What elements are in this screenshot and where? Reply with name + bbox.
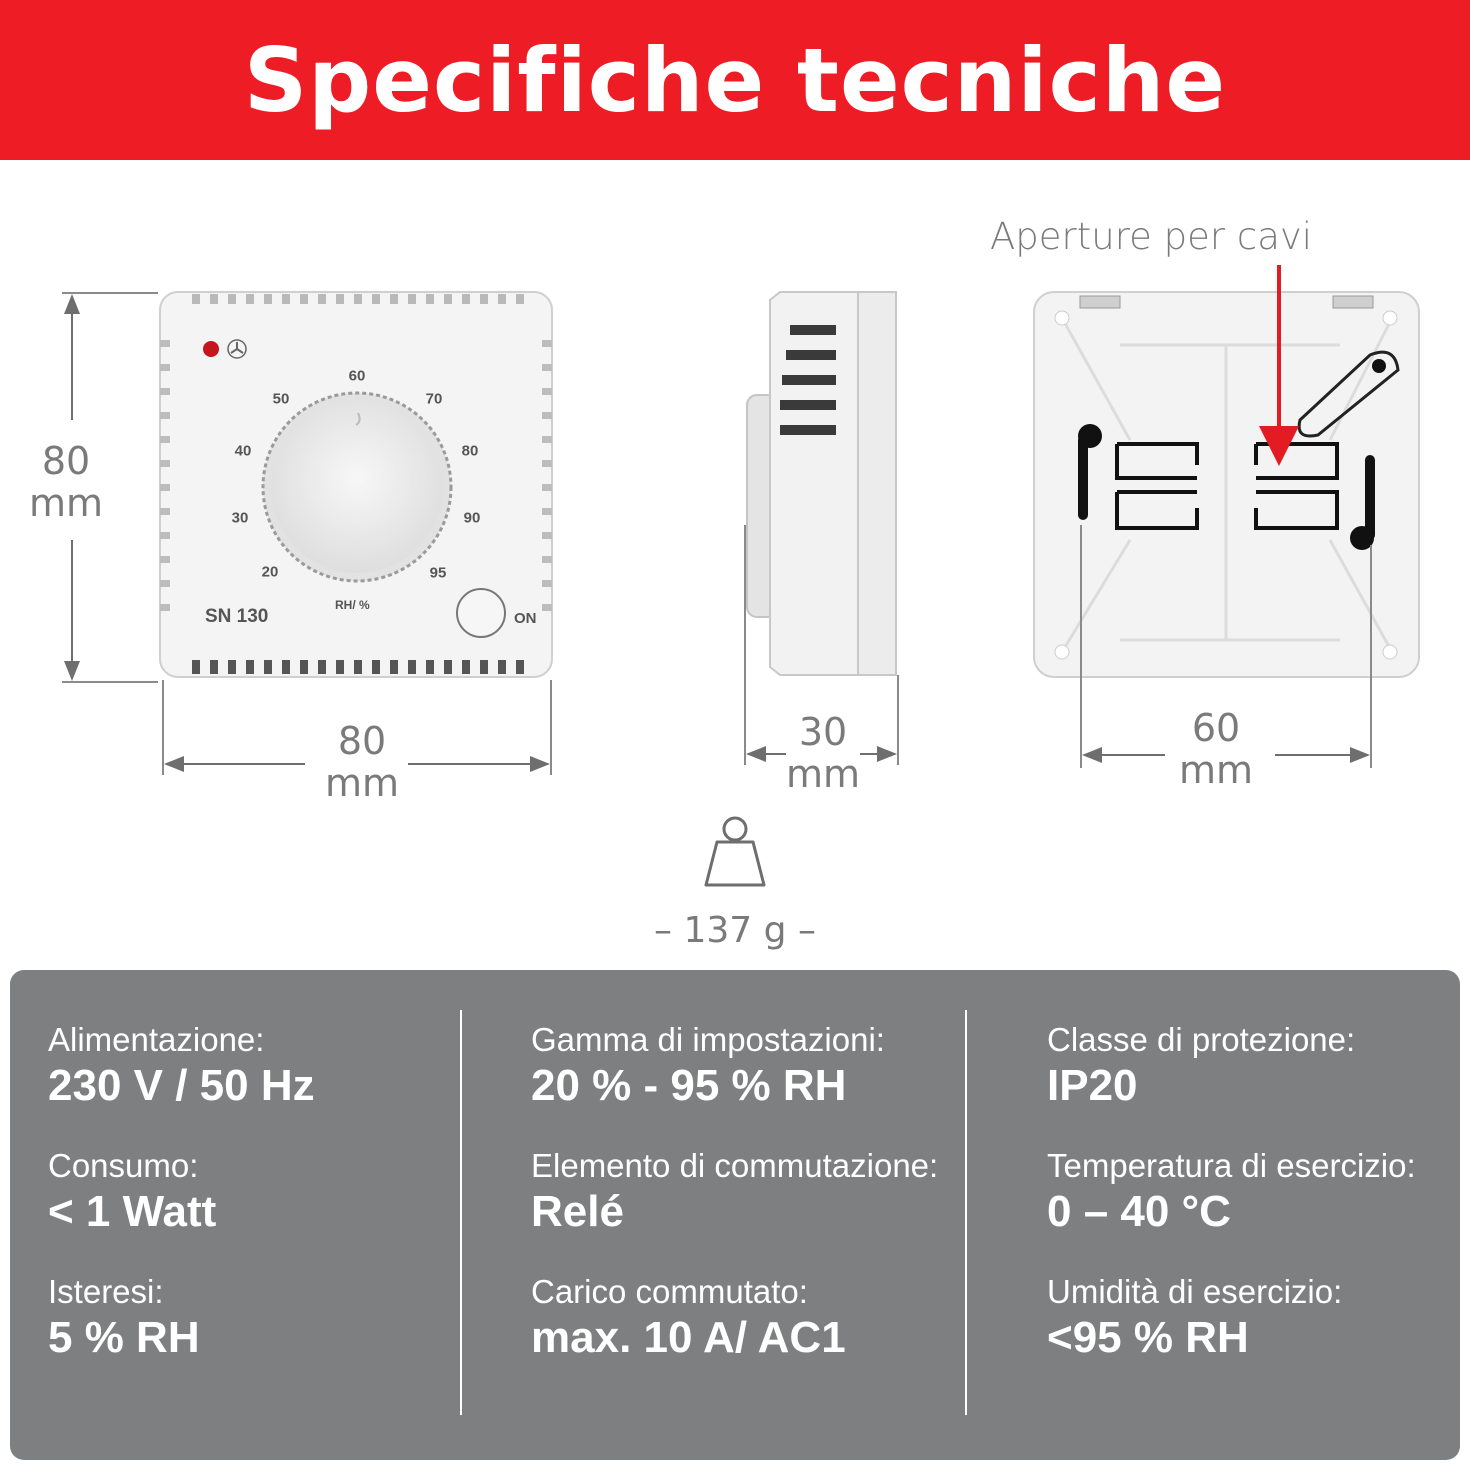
height-value: 80 bbox=[41, 439, 91, 483]
cable-openings-label: Aperture per cavi bbox=[990, 215, 1313, 258]
back-width-dimension bbox=[1161, 707, 1271, 791]
spec-value: 0 – 40 °C bbox=[1047, 1187, 1231, 1236]
spec-value: 20 % - 95 % RH bbox=[531, 1061, 847, 1110]
back-width-value: 60 bbox=[1191, 706, 1241, 750]
spec-label: Isteresi: bbox=[48, 1273, 164, 1310]
spec-item bbox=[48, 1272, 315, 1364]
spec-label: Elemento di commutazione: bbox=[531, 1147, 939, 1184]
spec-item bbox=[1047, 1020, 1416, 1112]
dial-scale-label: 40 bbox=[234, 442, 252, 460]
dial-scale-label: 70 bbox=[425, 390, 443, 408]
spec-item bbox=[48, 1020, 315, 1112]
depth-value: 30 bbox=[798, 710, 848, 754]
front-width-dimension bbox=[307, 720, 417, 804]
spec-label: Classe di protezione: bbox=[1047, 1021, 1356, 1058]
spec-value: IP20 bbox=[1047, 1061, 1138, 1110]
spec-label: Gamma di impostazioni: bbox=[531, 1021, 885, 1058]
spec-item bbox=[48, 1146, 315, 1238]
height-unit: mm bbox=[28, 481, 104, 525]
back-width-unit: mm bbox=[1178, 748, 1254, 792]
spec-item bbox=[531, 1272, 938, 1364]
spec-value: 230 V / 50 Hz bbox=[48, 1061, 315, 1110]
weight-label: – 137 g – bbox=[654, 910, 816, 951]
spec-value: 5 % RH bbox=[48, 1313, 200, 1362]
front-width-unit: mm bbox=[324, 761, 400, 805]
dial-scale-label: 80 bbox=[461, 442, 479, 460]
specs-column-2 bbox=[531, 1020, 938, 1398]
dial-scale-label: 95 bbox=[429, 564, 447, 582]
spec-value: < 1 Watt bbox=[48, 1187, 217, 1236]
spec-label: Alimentazione: bbox=[48, 1021, 265, 1058]
page-title: Specifiche tecniche bbox=[243, 28, 1227, 132]
spec-item bbox=[531, 1146, 938, 1238]
spec-item bbox=[531, 1020, 938, 1112]
spec-label: Carico commutato: bbox=[531, 1273, 808, 1310]
dial-scale-label: 30 bbox=[231, 509, 249, 527]
dial-scale-label: 20 bbox=[261, 563, 279, 581]
spec-value: max. 10 A/ AC1 bbox=[531, 1313, 846, 1362]
front-width-value: 80 bbox=[337, 719, 387, 763]
spec-item bbox=[1047, 1146, 1416, 1238]
specs-column-3 bbox=[1047, 1020, 1416, 1398]
specs-panel bbox=[10, 970, 1460, 1460]
depth-unit: mm bbox=[785, 752, 861, 796]
dial-scale-label: 50 bbox=[272, 390, 290, 408]
spec-label: Temperatura di esercizio: bbox=[1047, 1147, 1416, 1184]
specs-column-1 bbox=[48, 1020, 315, 1398]
dial-scale-label: 90 bbox=[463, 509, 481, 527]
model-label: SN 130 bbox=[205, 606, 269, 627]
spec-value: <95 % RH bbox=[1047, 1313, 1249, 1362]
on-label: ON bbox=[514, 610, 537, 627]
dial-scale-label: 60 bbox=[348, 367, 366, 385]
depth-dimension bbox=[768, 711, 878, 795]
spec-label: Consumo: bbox=[48, 1147, 199, 1184]
spec-label: Umidità di esercizio: bbox=[1047, 1273, 1343, 1310]
height-dimension bbox=[20, 440, 112, 524]
column-divider bbox=[460, 1010, 462, 1415]
spec-value: Relé bbox=[531, 1187, 624, 1236]
column-divider bbox=[965, 1010, 967, 1415]
dial-caption: RH/ % bbox=[335, 598, 370, 612]
spec-item bbox=[1047, 1272, 1416, 1364]
